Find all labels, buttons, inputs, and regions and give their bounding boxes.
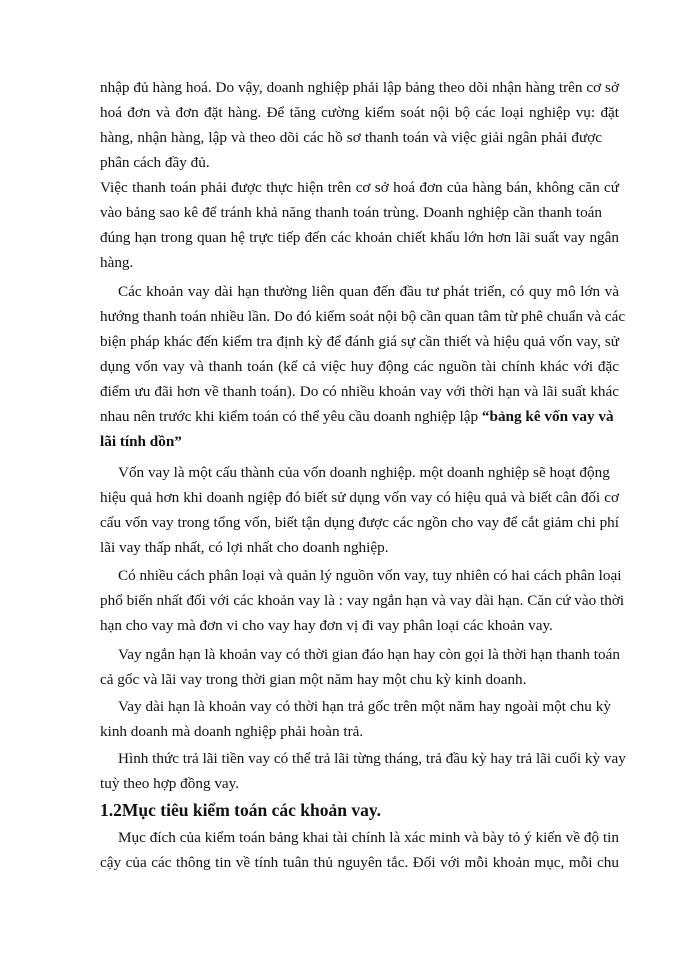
bold-term: lãi tính dồn” <box>100 433 182 450</box>
text-line: nhập đủ hàng hoá. Do vậy, doanh nghiệp phải lập bảng theo dõi nhận hàng trên cơ sở <box>100 79 619 96</box>
text-line: Vốn vay là một cấu thành của vốn doanh nghiệp. một doanh nghiệp sẽ hoạt động <box>118 464 610 481</box>
text-line: cả gốc và lãi vay trong thời gian một năm hay một chu kỳ kinh doanh. <box>100 671 527 688</box>
text-line: hàng. <box>100 254 134 271</box>
text-line: vào bảng sao kê để tránh khả năng thanh toán trùng. Doanh nghiệp cần thanh toán <box>100 204 602 221</box>
text-line: điểm ưu đãi hơn về thanh toán). Do có nhiều khoản vay với thời hạn và lãi suất khác <box>100 383 619 400</box>
text-run: nhau nên trước khi kiểm toán có thể yêu cầu doanh nghiệp lập <box>100 408 482 425</box>
text-line: Vay ngắn hạn là khoản vay có thời gian đáo hạn hay còn gọi là thời hạn thanh toán <box>118 646 620 663</box>
text-line: đúng hạn trong quan hệ trực tiếp đến các khoản chiết khấu lớn hơn lãi suất vay ngân <box>100 229 619 246</box>
text-line: hàng, nhận hàng, lập và theo dõi các hồ sơ thanh toán và việc giải ngân phải được <box>100 129 602 146</box>
text-line: hạn cho vay mà đơn vi cho vay hay đơn vị đi vay phân loại các khoản vay. <box>100 617 553 634</box>
text-line: phổ biến nhất đối với các khoản vay là : vay ngắn hạn và vay dài hạn. Căn cứ vào thời <box>100 592 625 609</box>
text-line: Vay dài hạn là khoản vay có thời hạn trả gốc trên một năm hay ngoài một chu kỳ <box>118 698 611 715</box>
text-line: hiệu quả hơn khi doanh ngiệp đó biết sử dụng vốn vay có hiệu quả và biết cân đối cơ <box>100 489 619 506</box>
text-line: Có nhiều cách phân loại và quản lý nguồn vốn vay, tuy nhiên có hai cách phân loại <box>118 567 622 584</box>
text-line: kinh doanh mà doanh nghiệp phải hoàn trả. <box>100 723 364 740</box>
text-line: Việc thanh toán phải được thực hiện trên cơ sở hoá đơn của hàng bán, không căn cứ <box>100 179 619 196</box>
text-line: phân cách đầy đủ. <box>100 154 210 171</box>
bold-term: “bảng kê vốn vay và <box>481 408 614 425</box>
text-line: Hình thức trả lãi tiền vay có thể trả lãi từng tháng, trả đầu kỳ hay trả lãi cuối kỳ vay <box>118 750 626 767</box>
text-line: hoá đơn và đơn đặt hàng. Để tăng cường kiểm soát nội bộ các loại nghiệp vụ: đặt <box>100 104 619 121</box>
section-heading: 1.2Mục tiêu kiểm toán các khoản vay. <box>100 800 381 820</box>
text-line <box>100 407 614 427</box>
text-line: cậy của các thông tin về tính tuân thủ nguyên tắc. Đối với mỗi khoản mục, mỗi chu <box>100 854 619 871</box>
text-line: dụng vốn vay và thanh toán (kể cả việc huy động các nguồn tài chính khác với đặc <box>100 358 619 375</box>
text-line: cấu vốn vay trong tổng vốn, biết tận dụng được các ngồn cho vay để cắt giảm chi phí <box>100 514 619 531</box>
text-line: tuỳ theo hợp đồng vay. <box>100 775 240 792</box>
text-line: biện pháp khác đến kiểm tra định kỳ để đánh giá sự cần thiết và hiệu quả vốn vay, sử <box>100 333 619 350</box>
text-line: Các khoản vay dài hạn thường liên quan đến đầu tư phát triển, có quy mô lớn và <box>118 283 619 300</box>
text-line: hướng thanh toán nhiều lần. Do đó kiểm soát nội bộ cần quan tâm từ phê chuẩn và các <box>100 308 626 325</box>
text-line: lãi vay thấp nhất, có lợi nhất cho doanh nghiệp. <box>100 539 389 556</box>
text-line: Mục đích của kiểm toán bảng khai tài chính là xác minh và bày tỏ ý kiến về độ tin <box>118 829 619 846</box>
